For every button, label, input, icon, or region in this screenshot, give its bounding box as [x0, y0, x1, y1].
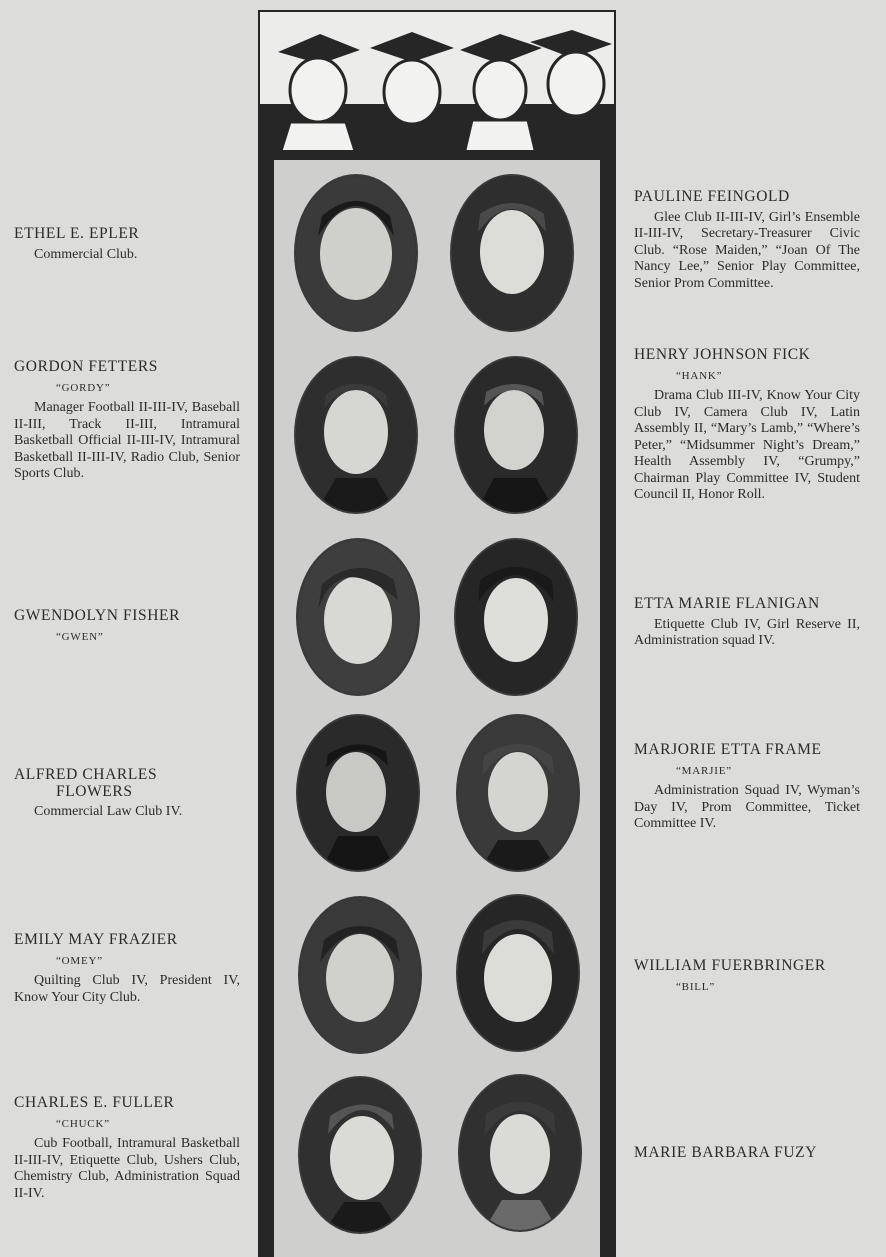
student-portrait-icon — [458, 716, 578, 870]
student-name: PAULINE FEINGOLD — [634, 188, 790, 205]
student-name-continued: FLOWERS — [56, 782, 133, 800]
student-activities: Drama Club III-IV, Know Your City Club IV, Camera Club IV, Latin Assembly II, “Mary’s Lamb,” “Where’s Peter,” “Midsummer Night’s Dream,” Health Assembly IV, “Grumpy,” Chairman Play Committee IV, Student Council II, Honor Roll. — [634, 388, 860, 502]
graduates-illustration-icon — [258, 10, 616, 152]
student-name: CHARLES E. FULLER — [14, 1094, 175, 1111]
student-portrait-icon — [300, 1078, 420, 1232]
student-entry — [634, 958, 860, 995]
student-name: GORDON FETTERS — [14, 358, 159, 375]
student-name: WILLIAM FUERBRINGER — [634, 957, 826, 974]
student-nickname: “BILL” — [676, 980, 716, 993]
student-nickname: “GORDY” — [56, 381, 111, 394]
student-entry — [14, 226, 240, 263]
student-entry — [14, 767, 240, 821]
student-activities: Administration Squad IV, Wyman’s Day IV, Prom Committee, Ticket Committee IV. — [634, 783, 860, 831]
student-nickname: “HANK” — [676, 369, 723, 382]
student-activities: Commercial Club. — [34, 246, 138, 262]
student-nickname: “GWEN” — [56, 630, 104, 643]
student-portrait-icon — [456, 540, 576, 694]
student-portrait-icon — [298, 540, 418, 694]
student-portrait-icon — [458, 896, 578, 1050]
student-activities: Commercial Law Club IV. — [34, 804, 183, 819]
student-entry — [634, 189, 860, 292]
student-activities: Cub Football, Intramural Basketball II-III-IV, Etiquette Club, Ushers Club, Chemistry Club, Administration Squad II-IV. — [14, 1136, 240, 1201]
student-entry — [14, 359, 240, 483]
student-entry — [634, 742, 860, 833]
student-name: MARIE BARBARA FUZY — [634, 1144, 818, 1161]
student-activities: Manager Football II-III-IV, Baseball II-III, Track II-III, Intramural Basketball Official II-III-IV, Intramural Basketball II-III-IV, Radio Club, Senior Sports Club. — [14, 400, 240, 481]
student-entry — [634, 347, 860, 504]
student-entry — [634, 1145, 860, 1162]
student-name: HENRY JOHNSON FICK — [634, 346, 811, 363]
student-portrait-icon — [296, 176, 416, 330]
student-portrait-icon — [296, 358, 416, 512]
student-activities: Quilting Club IV, President IV, Know Your City Club. — [14, 973, 240, 1005]
student-name: ETTA MARIE FLANIGAN — [634, 595, 820, 612]
student-name: ETHEL E. EPLER — [14, 225, 140, 242]
student-portrait-icon — [298, 716, 418, 870]
student-portrait-icon — [452, 176, 572, 330]
student-activities: Etiquette Club IV, Girl Reserve II, Administration squad IV. — [634, 616, 860, 648]
student-nickname: “OMEY” — [56, 954, 103, 967]
student-name: EMILY MAY FRAZIER — [14, 931, 178, 948]
student-name: GWENDOLYN FISHER — [14, 607, 181, 624]
student-portrait-icon — [456, 358, 576, 512]
student-entry — [14, 1095, 240, 1202]
student-portrait-icon — [300, 898, 420, 1052]
student-entry — [634, 596, 860, 650]
student-nickname: “CHUCK” — [56, 1117, 110, 1130]
student-entry — [14, 608, 240, 645]
student-portrait-icon — [460, 1076, 580, 1230]
student-name: ALFRED CHARLES — [14, 766, 158, 783]
student-entry — [14, 932, 240, 1006]
student-name: MARJORIE ETTA FRAME — [634, 741, 822, 758]
student-nickname: “MARJIE” — [676, 764, 732, 777]
student-activities: Glee Club II-III-IV, Girl’s Ensemble II-III-IV, Secretary-Treasurer Civic Club. “Rose Maiden,” “Joan Of The Nancy Lee,” Senior Play Committee, Senior Prom Committee. — [634, 209, 860, 291]
